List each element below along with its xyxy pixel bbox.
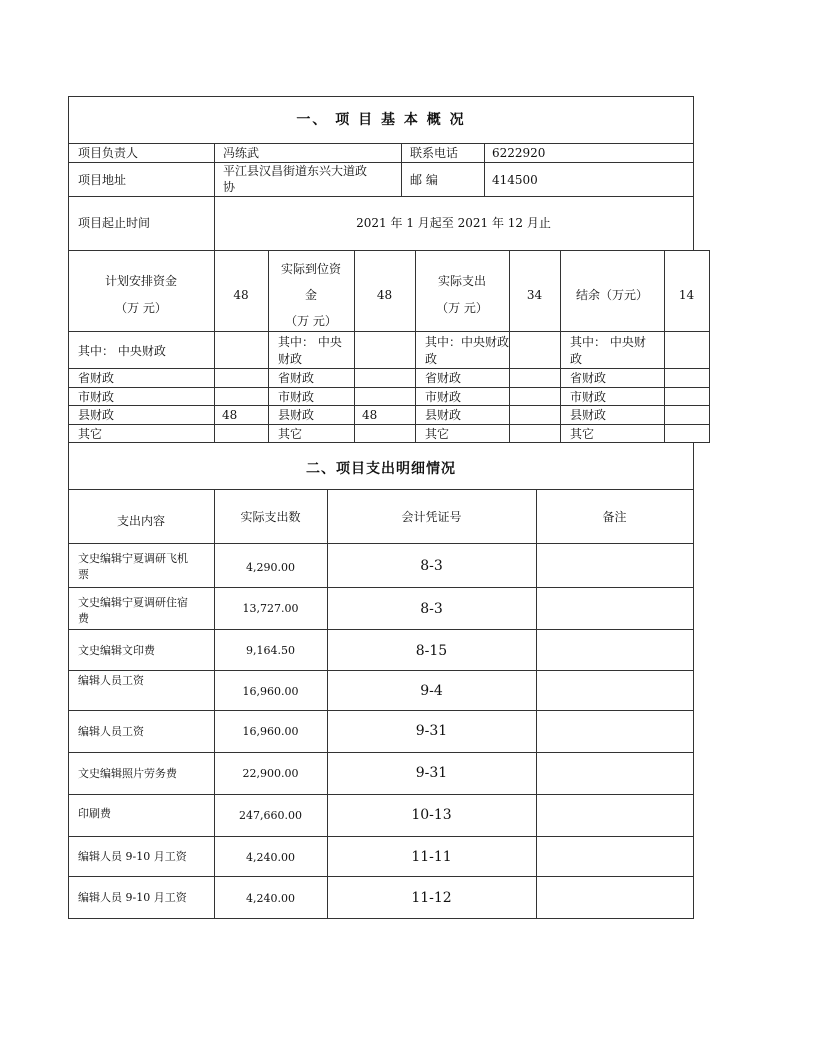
row-content: 文史编辑照片劳务费 [78, 767, 177, 780]
table-border [68, 368, 710, 369]
other-label: 其它 [78, 427, 103, 441]
table-border [214, 143, 215, 250]
table-border [709, 250, 710, 442]
city-label-received: 市财政 [278, 390, 315, 404]
row-amount: 4,240.00 [246, 851, 295, 864]
table-border [68, 918, 694, 919]
table-border [68, 587, 694, 588]
row-content-2: 费 [78, 612, 89, 625]
row-content: 文史编辑文印费 [78, 644, 155, 657]
province-label: 省财政 [78, 371, 115, 385]
county-received-value: 48 [362, 408, 378, 422]
row-content-2: 票 [78, 568, 89, 581]
table-border [68, 331, 710, 332]
phone-value: 6222920 [492, 146, 546, 160]
postcode-label: 邮 编 [410, 173, 438, 187]
table-border [401, 143, 402, 196]
county-planned-value: 48 [222, 408, 238, 422]
row-content: 编辑人员工资 [78, 725, 144, 738]
table-border [68, 752, 694, 753]
table-border [68, 387, 710, 388]
received-value: 48 [376, 288, 393, 302]
central-label-received-2: 财政 [278, 352, 303, 366]
section2-title: 二、项目支出明细情况 [306, 461, 456, 477]
province-label-balance: 省财政 [570, 371, 607, 385]
row-amount: 9,164.50 [246, 644, 295, 657]
table-border [68, 489, 694, 490]
row-content: 编辑人员工资 [78, 674, 144, 687]
central-label-balance: 其中： 中央财 [570, 335, 646, 349]
row-voucher: 8-3 [420, 558, 443, 574]
table-border [68, 424, 710, 425]
table-border [68, 876, 694, 877]
table-border [484, 143, 485, 196]
central-label: 其中： 中央财政 [78, 344, 166, 358]
table-border [68, 836, 694, 837]
central-label-received: 其中： 中央 [278, 335, 342, 349]
header-voucher: 会计凭证号 [401, 510, 462, 524]
table-border [68, 670, 694, 671]
city-label-balance: 市财政 [570, 390, 607, 404]
table-border [354, 250, 355, 442]
balance-value: 14 [678, 288, 695, 302]
table-border [68, 405, 710, 406]
table-border [664, 250, 665, 442]
period-value: 2021 年 1 月起至 2021 年 12 月止 [356, 216, 551, 230]
row-content: 编辑人员 9-10 月工资 [78, 891, 187, 904]
row-amount: 13,727.00 [242, 602, 299, 615]
other-label-balance: 其它 [570, 427, 595, 441]
table-border [214, 250, 215, 442]
address-value-line2: 协 [223, 180, 236, 194]
row-amount: 16,960.00 [242, 725, 299, 738]
table-border [536, 489, 537, 918]
address-value-line1: 平江县汉昌街道东兴大道政 [223, 164, 368, 178]
row-voucher: 9-4 [420, 683, 443, 699]
spent-unit: （万 元） [436, 301, 488, 315]
table-border [560, 250, 561, 442]
header-remark: 备注 [602, 510, 627, 524]
balance-label: 结余（万元） [575, 288, 648, 302]
central-label-spent: 其中：中央财政 [425, 335, 510, 349]
header-content: 支出内容 [116, 514, 165, 528]
row-voucher: 9-31 [415, 765, 448, 781]
table-border [68, 162, 694, 163]
city-label: 市财政 [78, 390, 115, 404]
table-border [68, 710, 694, 711]
county-label: 县财政 [78, 408, 115, 422]
central-label-spent-2: 政 [425, 352, 438, 366]
leader-value: 冯练武 [223, 146, 260, 160]
row-voucher: 9-31 [415, 723, 448, 739]
row-voucher: 10-13 [411, 807, 452, 823]
planned-label: 计划安排资金 [104, 274, 177, 288]
received-unit: （万 元） [285, 314, 337, 328]
table-border [68, 96, 694, 97]
address-label: 项目地址 [78, 173, 127, 187]
county-label-received: 县财政 [278, 408, 315, 422]
table-border [693, 442, 694, 918]
table-border [68, 543, 694, 544]
table-border [509, 250, 510, 442]
row-content: 文史编辑宁夏调研住宿 [78, 596, 188, 609]
period-label: 项目起止时间 [78, 216, 151, 230]
row-amount: 16,960.00 [242, 685, 299, 698]
row-amount: 4,290.00 [246, 561, 295, 574]
spent-label: 实际支出 [437, 274, 486, 288]
row-amount: 247,660.00 [239, 809, 302, 822]
table-border [68, 250, 710, 251]
other-label-received: 其它 [278, 427, 303, 441]
row-content: 文史编辑宁夏调研飞机 [78, 552, 188, 565]
received-label-2: 金 [304, 288, 317, 302]
province-label-spent: 省财政 [425, 371, 462, 385]
table-border [68, 143, 694, 144]
table-border [68, 196, 694, 197]
row-amount: 4,240.00 [246, 892, 295, 905]
section1-title: 一、 项 目 基 本 概 况 [296, 112, 466, 128]
row-content: 编辑人员 9-10 月工资 [78, 850, 187, 863]
city-label-spent: 市财政 [425, 390, 462, 404]
phone-label: 联系电话 [410, 146, 459, 160]
row-amount: 22,900.00 [242, 767, 299, 780]
table-border [268, 250, 269, 442]
leader-label: 项目负责人 [78, 146, 139, 160]
table-border [68, 442, 710, 443]
table-border [68, 794, 694, 795]
row-voucher: 11-12 [411, 890, 452, 906]
province-label-received: 省财政 [278, 371, 315, 385]
spent-value: 34 [526, 288, 543, 302]
county-label-spent: 县财政 [425, 408, 462, 422]
row-voucher: 11-11 [411, 849, 452, 865]
planned-unit: （万 元） [115, 301, 167, 315]
received-label: 实际到位资 [280, 262, 341, 276]
header-amount: 实际支出数 [240, 510, 301, 524]
planned-value: 48 [233, 288, 249, 302]
row-voucher: 8-3 [420, 601, 443, 617]
table-border [68, 629, 694, 630]
central-label-balance-2: 政 [570, 352, 583, 366]
row-content: 印刷费 [78, 807, 111, 820]
county-label-balance: 县财政 [570, 408, 607, 422]
row-voucher: 8-15 [415, 643, 448, 659]
other-label-spent: 其它 [425, 427, 450, 441]
postcode-value: 414500 [492, 173, 538, 187]
